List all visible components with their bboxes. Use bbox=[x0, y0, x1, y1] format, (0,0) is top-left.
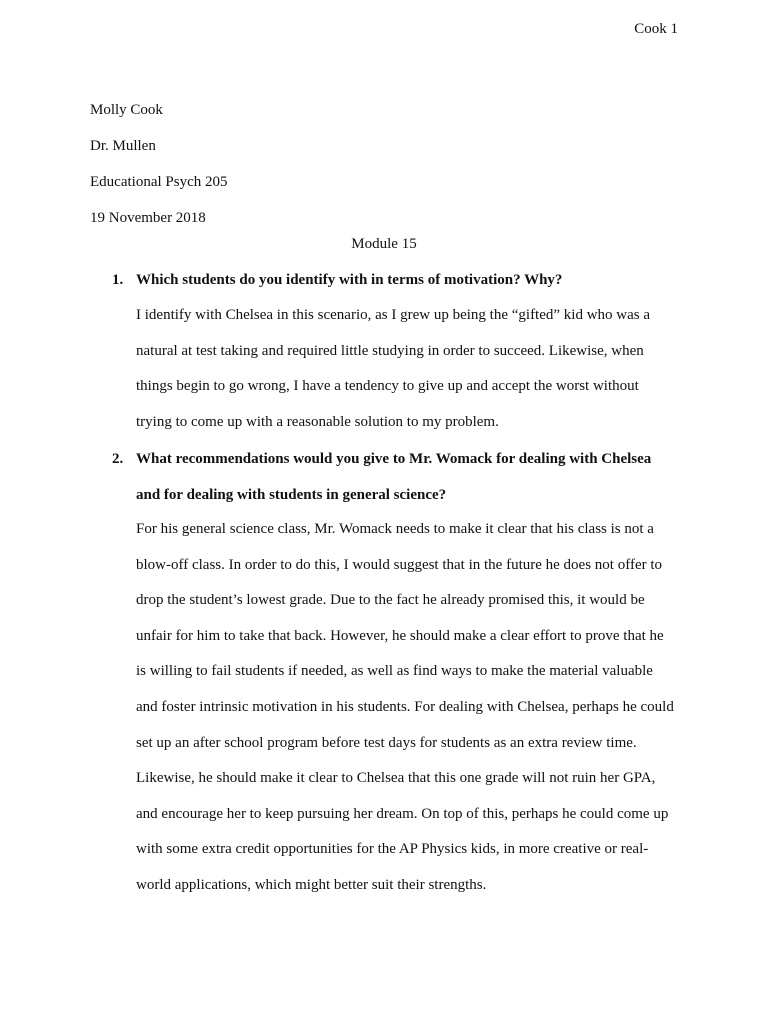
answer-line: things begin to go wrong, I have a tendency to give up and accept the worst without bbox=[136, 378, 639, 395]
answer-line: set up an after school program before test days for students as an extra review time. bbox=[136, 734, 637, 751]
answer-line: natural at test taking and required little studying in order to succeed. Likewise, when bbox=[136, 342, 644, 359]
answer-line: For his general science class, Mr. Womack needs to make it clear that his class is not a bbox=[136, 521, 654, 537]
answer-1 bbox=[136, 298, 696, 440]
answer-line: trying to come up with a reasonable solution to my problem. bbox=[136, 413, 499, 430]
answer-line: world applications, which might better suit their strengths. bbox=[136, 876, 487, 893]
author-name: Molly Cook bbox=[90, 102, 163, 118]
answer-line: and foster intrinsic motivation in his students. For dealing with Chelsea, perhaps he could bbox=[136, 698, 674, 715]
course-name: Educational Psych 205 bbox=[90, 174, 228, 190]
question-text-line: Which students do you identify with in terms of motivation? Why? bbox=[136, 272, 563, 288]
header-block bbox=[90, 92, 680, 236]
document-date: 19 November 2018 bbox=[90, 210, 206, 226]
answer-line: blow-off class. In order to do this, I would suggest that in the future he does not offer to bbox=[136, 556, 663, 573]
answer-line: I identify with Chelsea in this scenario, as I grew up being the “gifted” kid who was a bbox=[136, 307, 651, 323]
question-2 bbox=[112, 441, 696, 513]
answer-line: with some extra credit opportunities for the AP Physics kids, in more creative or real- bbox=[136, 841, 649, 858]
answer-line: unfair for him to take that back. However, he should make a clear effort to prove that he bbox=[136, 627, 664, 644]
question-number: 1. bbox=[112, 272, 124, 288]
instructor-name: Dr. Mullen bbox=[90, 138, 156, 154]
answer-2 bbox=[136, 512, 696, 904]
answer-line: Likewise, he should make it clear to Chelsea that this one grade will not ruin her GPA, bbox=[136, 770, 656, 787]
answer-line: drop the student’s lowest grade. Due to the fact he already promised this, it would be bbox=[136, 592, 645, 609]
answer-line: and encourage her to keep pursuing her dream. On top of this, perhaps he could come up bbox=[136, 805, 669, 822]
question-text-line: What recommendations would you give to Mr. Womack for dealing with Chelsea bbox=[136, 451, 652, 467]
answer-line: is willing to fail students if needed, as well as find ways to make the material valuable bbox=[136, 663, 653, 680]
running-head: Cook 1 bbox=[634, 21, 678, 37]
question-text-line: and for dealing with students in general science? bbox=[136, 487, 447, 503]
question-number: 2. bbox=[112, 451, 124, 467]
document-title: Module 15 bbox=[351, 236, 417, 252]
question-1 bbox=[112, 262, 696, 298]
